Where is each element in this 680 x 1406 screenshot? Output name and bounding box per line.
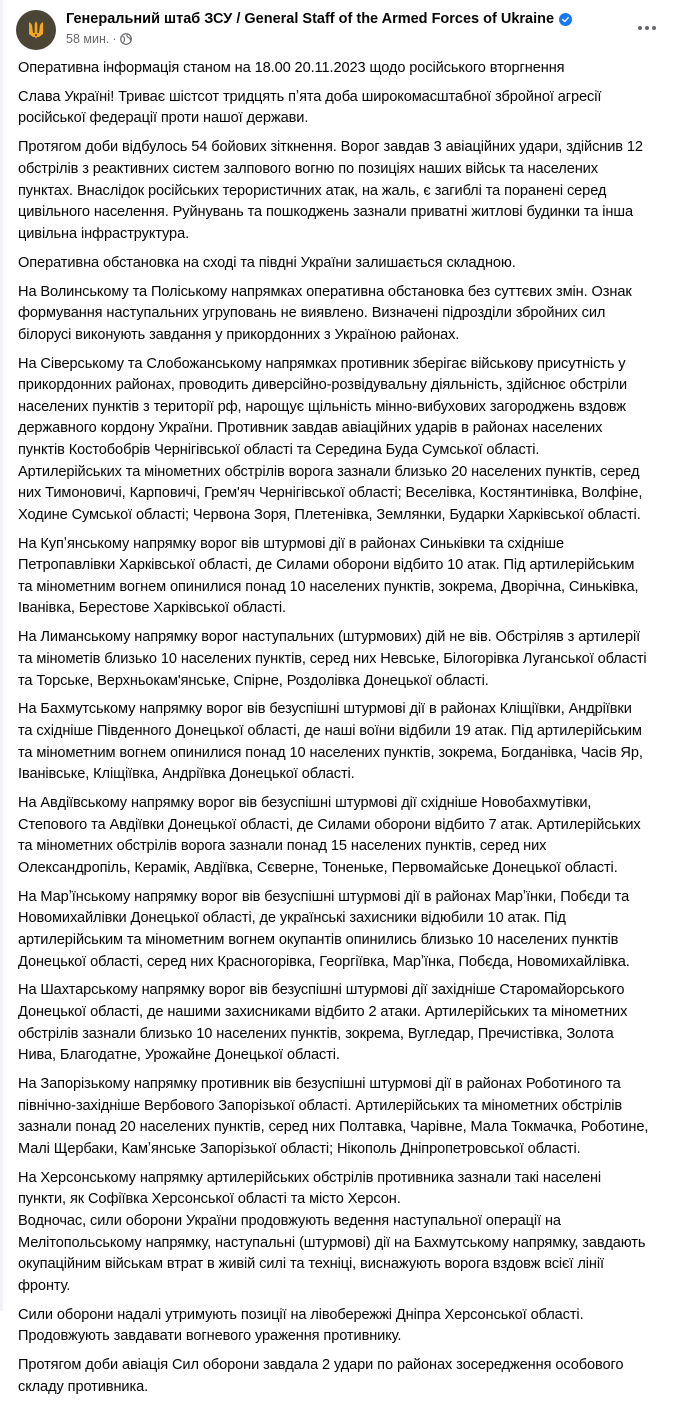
post-timestamp[interactable]: 58 мин.: [66, 32, 110, 46]
post-paragraph: На Херсонському напрямку артилерійських обстрілів противника зазнали такі населені пункти, як Софіївка Херсонської області та місто Херсон. Водночас, сили оборони України продовжують ведення наступальної операції на Мелітопольському напрямку, наступальні (штурмові) дії на Бахмутському напрямку, завдають окупаційним військам втрат в живій силі та техніці, виснажують ворога вздовж всієї лінії фронту.: [18, 1169, 646, 1294]
post-paragraph-title: Оперативна інформація станом на 18.00 20.11.2023 щодо російського вторгнення: [18, 60, 565, 76]
more-dot: [645, 26, 649, 30]
post-paragraph: Протягом доби відбулось 54 бойових зіткнення. Ворог завдав 3 авіаційних удари, здійснив 12 обстрілів з реактивних систем залпового вогню по позиціях наших військ та населених пунктах. Внаслідок російських терористичних атак, на жаль, є загиблі та поранені серед цивільного населення. Руйнувань та пошкоджень зазнали приватні житлові будинки та інша цивільна інфраструктура.: [18, 139, 643, 242]
post-paragraph: На Лиманському напрямку ворог наступальних (штурмових) дій не вів. Обстріляв з артилерії та мінометів близько 10 населених пунктів, серед них Невське, Білогорівка Луганської області та Торське, Верхньокам'янське, Спірне, Роздолівка Донецької області.: [18, 629, 647, 689]
post-paragraph: На Купʼянському напрямку ворог вів штурмові дії в районах Синьківки та східніше Петропавлівки Харківської області, де Силами оборони відбито 10 атак. Під артилерійським та мінометним вогнем опинилися понад 10 населених пунктів, зокрема, Дворічна, Синьківка, Іванівка, Берестове Харківської області.: [18, 535, 639, 617]
meta-separator: ·: [112, 32, 117, 46]
post-paragraph: На Авдіївському напрямку ворог вів безуспішні штурмові дії східніше Новобахмутівки, Степового та Авдіївки Донецької області, де Силами оборони відбито 7 атак. Артилерійських та мінометних обстрілів ворога зазнали понад 15 населених пунктів, серед них Олександропіль, Керамік, Авдіївка, Сєверне, Тоненьке, Первомайське Донецької області.: [18, 795, 641, 876]
post-paragraph: На Марʼїнському напрямку ворог вів безуспішні штурмові дії в районах Марʼїнки, Побєди та Новомихайлівки Донецької області, де українські захисники відюбили 10 атак. Під артилерійським та мінометним вогнем окупантів опинились близько 10 населених пунктів Донецької області, серед них Красногорівка, Георгіївка, Марʼїнка, Побєда, Новомихайлівка.: [18, 888, 630, 970]
trident-icon: [27, 20, 45, 40]
post-paragraph: Протягом доби авіація Сил оборони завдала 2 удари по районах зосередження особового складу противника.: [18, 1357, 624, 1395]
verified-badge-icon: [559, 13, 572, 26]
post-paragraph: На Сіверському та Слобожанському напрямках противник зберігає військову присутність у прикордонних районах, проводить диверсійно-розвідувальну діяльність, здійснює обстріли населених пунктів з території рф, нарощує щільність мінно-вибухових загороджень вздовж державного кордону України. Противник завдав авіаційних ударів в районах населених пунктів Костобобрів Чернігівської області та Середина Буда Сумської області. Артилерійських та мінометних обстрілів ворога зазнали близько 20 населених пунктів, серед них Тимоновичі, Карповичі, Грем'яч Чернігівської області; Веселівка, Костянтинівка, Волфіне, Ходине Сумської області; Червона Зоря, Плетенівка, Землянки, Бударки Харківської області.: [18, 355, 643, 523]
post-paragraph: На Бахмутському напрямку ворог вів безуспішні штурмові дії в районах Кліщіївки, Андріївки та східніше Південного Донецької області, де наші воїни відбили 19 атак. Під артилерійським та мінометним вогнем опинилися понад 10 населених пунктів, зокрема, Богданівка, Часів Яр, Іванівське, Кліщіївка, Андріївка Донецької області.: [18, 701, 643, 783]
author-name[interactable]: [66, 11, 572, 27]
post-meta: [66, 32, 132, 46]
author-name-text[interactable]: Генеральний штаб ЗСУ / General Staff of the Armed Forces of Ukraine: [66, 11, 555, 27]
feed-edge: [0, 0, 3, 1311]
post-paragraph: Сили оборони надалі утримують позиції на лівобережжі Дніпра Херсонської області. Продовжують завдавати вогневого ураження противнику.: [18, 1306, 584, 1345]
more-dot: [638, 26, 642, 30]
globe-icon: [120, 33, 132, 45]
post-paragraph: Слава Україні! Триває шістсот тридцять пʼята доба широкомасштабної збройної агресії російської федерації проти нашої держави.: [18, 88, 602, 127]
post-paragraph: На Запорізькому напрямку противник вів безуспішні штурмові дії в районах Роботиного та північно-західніше Вербового Запорізької області. Артилерійських та мінометних обстрілів зазнали понад 20 населених пунктів, серед них Полтавка, Чарівне, Мала Токмачка, Роботине, Малі Щербаки, Камʼянське Запорізької області; Нікополь Дніпропетровської області.: [18, 1076, 649, 1157]
avatar[interactable]: [16, 10, 56, 50]
post-paragraph: Оперативна обстановка на сході та півдні України залишається складною.: [18, 254, 516, 271]
more-options-icon[interactable]: [634, 22, 660, 34]
post-paragraph: На Шахтарському напрямку ворог вів безуспішні штурмові дії західніше Старомайорського Донецької області, де нашими захисниками відбито 2 атаки. Артилерійських та мінометних обстрілів зазнали близько 10 населених пунктів, зокрема, Вугледар, Пречистівка, Золота Нива, Благодатне, Урожайне Донецької області.: [18, 982, 628, 1064]
post-paragraph: На Волинському та Поліському напрямках оперативна обстановка без суттєвих змін. Ознак формування наступальних угруповань не виявлено. Визначені підрозділи збройних сил білорусі виконують завдання у прикордонних з Україною районах.: [18, 283, 632, 343]
post-body: [18, 58, 668, 1406]
post-header: [16, 10, 664, 52]
more-dot: [652, 26, 656, 30]
